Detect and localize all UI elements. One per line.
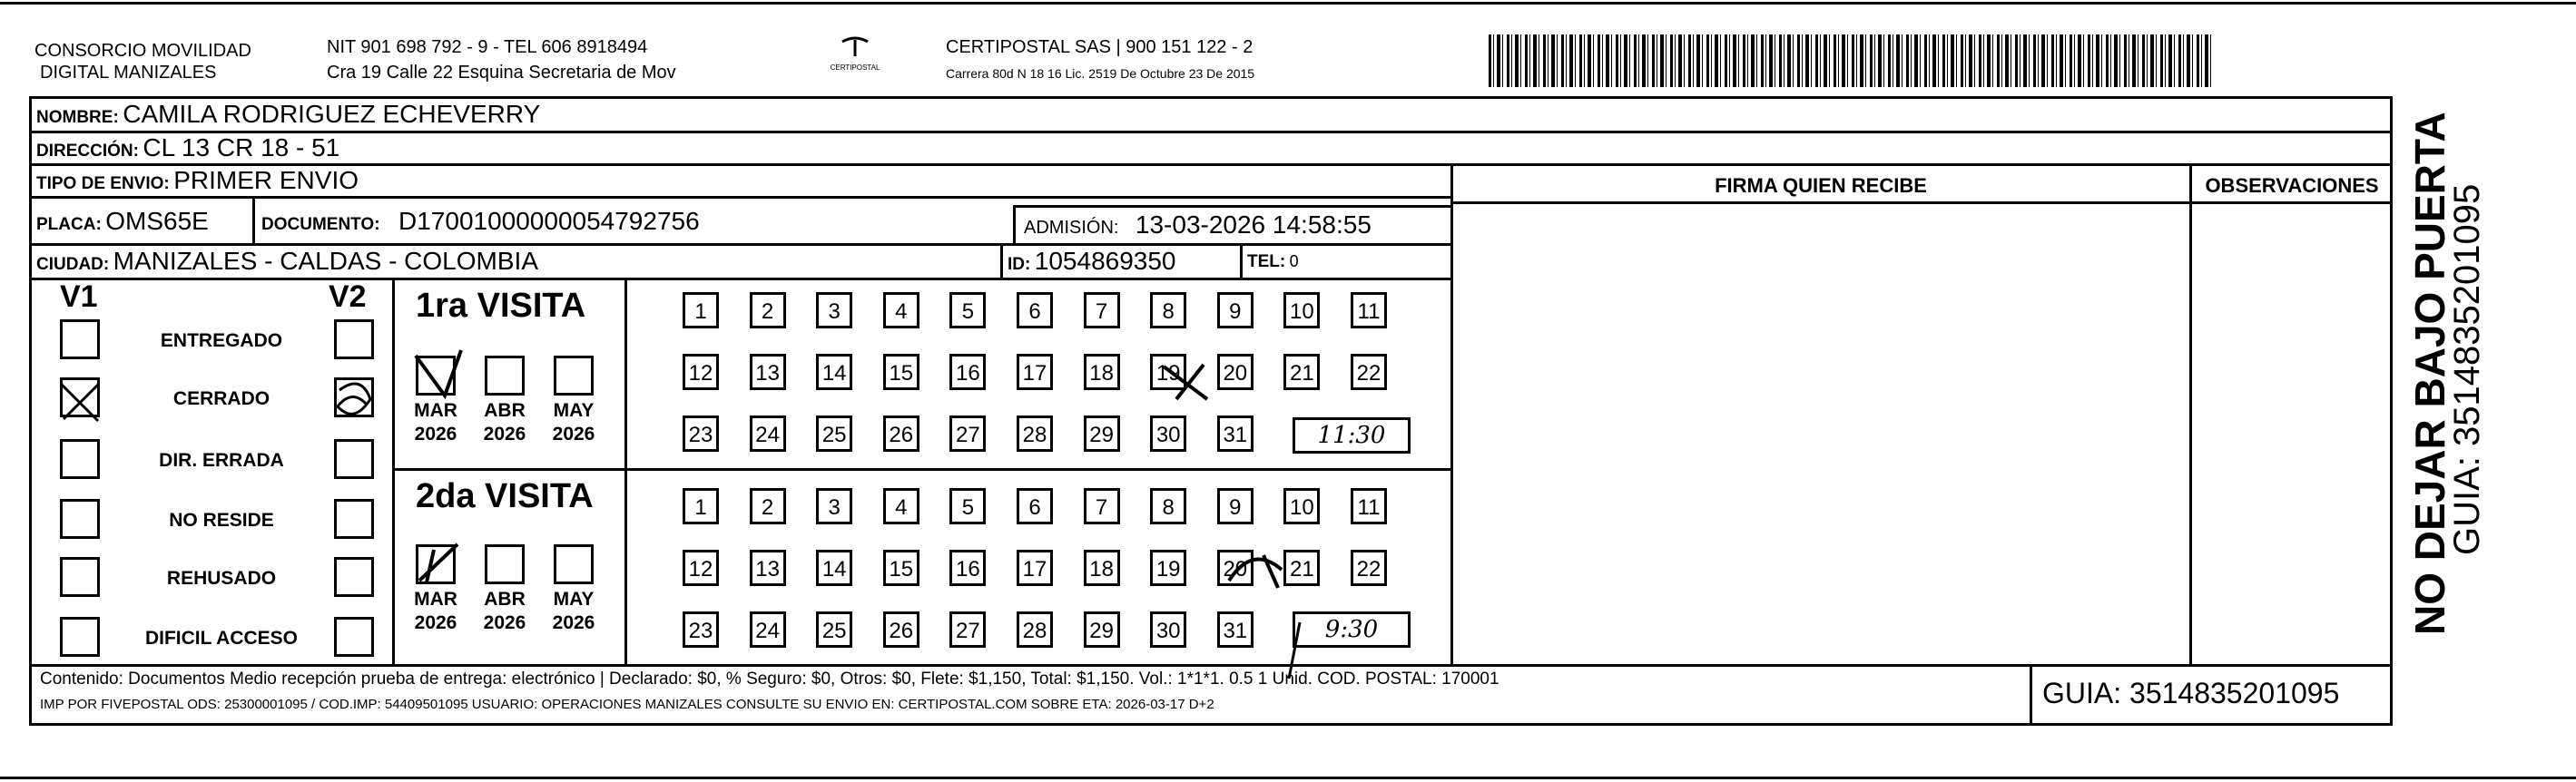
day-box[interactable]: 2 xyxy=(750,488,786,524)
admision-value: 13-03-2026 14:58:55 xyxy=(1135,210,1372,239)
carrier-info: CERTIPOSTAL SAS | 900 151 122 - 2 xyxy=(946,37,1254,57)
day-box[interactable]: 27 xyxy=(949,415,986,452)
handwritten-time-1: 11:30 xyxy=(1293,417,1411,454)
day-box[interactable]: 16 xyxy=(949,354,986,390)
day-box[interactable]: 18 xyxy=(1084,550,1120,586)
company-nit: NIT 901 698 792 - 9 - TEL 606 8918494 xyxy=(327,37,648,57)
day-box[interactable]: 18 xyxy=(1084,354,1120,390)
day-box[interactable]: 12 xyxy=(683,354,719,390)
month-year: 2026 xyxy=(483,612,526,633)
handwritten-time-2: 9:30 xyxy=(1293,611,1411,648)
nombre-value: CAMILA RODRIGUEZ ECHEVERRY xyxy=(123,100,541,128)
signature-label: FIRMA QUIEN RECIBE xyxy=(1715,174,1927,197)
tipo-envio-value: PRIMER ENVIO xyxy=(173,166,359,194)
day-box[interactable]: 9 xyxy=(1217,292,1254,328)
day-box[interactable]: 27 xyxy=(949,611,986,648)
documento-value: D17001000000054792756 xyxy=(398,207,700,235)
day-box[interactable]: 16 xyxy=(949,550,986,586)
day-box[interactable]: 25 xyxy=(816,611,852,648)
month-year: 2026 xyxy=(414,612,457,633)
admision-label: ADMISIÓN: xyxy=(1024,218,1119,238)
first-visit-label: 1ra VISITA xyxy=(416,287,586,325)
ciudad-label: CIUDAD: xyxy=(36,255,110,274)
v1-label: V1 xyxy=(60,279,98,314)
day-box[interactable]: 22 xyxy=(1351,354,1387,390)
day-box[interactable]: 20 xyxy=(1217,550,1254,586)
day-box[interactable]: 31 xyxy=(1217,611,1254,648)
month-year: 2026 xyxy=(552,424,595,445)
status-label: DIFICIL ACCESO xyxy=(144,628,298,649)
month-year: 2026 xyxy=(552,612,595,633)
day-box[interactable]: 3 xyxy=(816,292,852,328)
day-box[interactable]: 24 xyxy=(750,415,786,452)
observations-label: OBSERVACIONES xyxy=(2205,174,2379,197)
day-box[interactable]: 13 xyxy=(750,550,786,586)
direccion-value: CL 13 CR 18 - 51 xyxy=(143,133,340,161)
month-label: MAY xyxy=(553,400,595,421)
status-label: NO RESIDE xyxy=(169,510,274,531)
day-box[interactable]: 12 xyxy=(683,550,719,586)
day-box[interactable]: 23 xyxy=(683,611,719,648)
guia-divider xyxy=(2030,664,2032,726)
tipo-envio-label: TIPO DE ENVIO: xyxy=(36,174,170,193)
day-box[interactable]: 17 xyxy=(1017,550,1053,586)
day-box[interactable]: 10 xyxy=(1283,292,1320,328)
month-label: ABR xyxy=(484,589,526,610)
month-label: MAY xyxy=(553,589,595,610)
day-box[interactable]: 30 xyxy=(1150,611,1186,648)
second-visit-label: 2da VISITA xyxy=(416,477,594,515)
day-box[interactable]: 14 xyxy=(816,354,852,390)
day-20-mark xyxy=(1229,555,1282,588)
day-box[interactable]: 17 xyxy=(1017,354,1053,390)
day-box[interactable]: 28 xyxy=(1017,415,1053,452)
ciudad-value: MANIZALES - CALDAS - COLOMBIA xyxy=(113,247,538,275)
day-box[interactable]: 11 xyxy=(1351,292,1387,328)
guia-number: GUIA: 3514835201095 xyxy=(2042,677,2340,709)
first-visit-month-mark xyxy=(416,350,461,396)
day-box[interactable]: 23 xyxy=(683,415,719,452)
direccion-label: DIRECCIÓN: xyxy=(36,142,139,161)
day-box[interactable]: 2 xyxy=(750,292,786,328)
content-line: Contenido: Documentos Medio recepción prueba de entrega: electrónico | Declarado: $0, % Seguro: $0, Otros: $0, Flete: $1,150, Total: $1,150. Vol.: 1*1*1. 0.5 1 Unid. COD. POSTAL: 170001 xyxy=(40,670,1499,689)
day-box[interactable]: 30 xyxy=(1150,415,1186,452)
day-box[interactable]: 6 xyxy=(1017,292,1053,328)
day-box[interactable]: 1 xyxy=(683,292,719,328)
second-visit-month-mark xyxy=(419,544,457,582)
day-box[interactable]: 4 xyxy=(883,488,919,524)
no-dejar-bajo-puerta: NO DEJAR BAJO PUERTA xyxy=(2406,112,2453,635)
day-box[interactable]: 14 xyxy=(816,550,852,586)
day-box[interactable]: 29 xyxy=(1084,611,1120,648)
v2-cerrado-mark xyxy=(338,384,370,414)
day-box[interactable]: 21 xyxy=(1283,354,1320,390)
day-box[interactable]: 1 xyxy=(683,488,719,524)
status-label: DIR. ERRADA xyxy=(159,450,284,471)
day-box[interactable]: 6 xyxy=(1017,488,1053,524)
placa-value: OMS65E xyxy=(105,207,209,235)
month-label: ABR xyxy=(484,400,526,421)
imp-line: IMP POR FIVEPOSTAL ODS: 25300001095 / COD.IMP: 54409501095 USUARIO: OPERACIONES MANIZALES CONSULTE SU ENVIO EN: CERTIPOSTAL.COM SOBRE ETA: 2026-03-17 D+2 xyxy=(40,697,1214,712)
company-name-line2: DIGITAL MANIZALES xyxy=(40,63,217,83)
company-address: Cra 19 Calle 22 Esquina Secretaria de Mov xyxy=(327,63,676,83)
day-box[interactable]: 26 xyxy=(883,415,919,452)
day-box[interactable]: 13 xyxy=(750,354,786,390)
day-box[interactable]: 19 xyxy=(1150,354,1186,390)
day-box[interactable]: 5 xyxy=(949,292,986,328)
day-box[interactable]: 11 xyxy=(1351,488,1387,524)
day-box[interactable]: 4 xyxy=(883,292,919,328)
day-box[interactable]: 3 xyxy=(816,488,852,524)
day-box[interactable]: 10 xyxy=(1283,488,1320,524)
id-label: ID: xyxy=(1008,255,1031,274)
status-label: REHUSADO xyxy=(166,568,277,589)
day-box[interactable]: 22 xyxy=(1351,550,1387,586)
month-label: MAR xyxy=(414,400,457,421)
month-year: 2026 xyxy=(483,424,526,445)
day-box[interactable]: 8 xyxy=(1150,488,1186,524)
status-label: CERRADO xyxy=(172,388,270,409)
v2-label: V2 xyxy=(329,279,367,314)
day-box[interactable]: 15 xyxy=(883,550,919,586)
v1-cerrado-mark xyxy=(62,385,98,421)
day-box[interactable]: 20 xyxy=(1217,354,1254,390)
logo-text: CERTIPOSTAL xyxy=(830,64,880,72)
day-box[interactable]: 5 xyxy=(949,488,986,524)
month-label: MAR xyxy=(414,589,457,610)
day-box[interactable]: 7 xyxy=(1084,488,1120,524)
nombre-label: NOMBRE: xyxy=(36,108,119,127)
tel-label: TEL: xyxy=(1247,252,1286,271)
day-box[interactable]: 8 xyxy=(1150,292,1186,328)
month-year: 2026 xyxy=(414,424,457,445)
side-guia: GUIA: 3514835201095 xyxy=(2447,183,2487,555)
documento-label: DOCUMENTO: xyxy=(261,215,380,234)
day-19-mark xyxy=(1164,365,1207,399)
day-box[interactable]: 19 xyxy=(1150,550,1186,586)
day-box[interactable]: 7 xyxy=(1084,292,1120,328)
day-box[interactable]: 21 xyxy=(1283,550,1320,586)
id-value: 1054869350 xyxy=(1034,247,1176,275)
day-box[interactable]: 28 xyxy=(1017,611,1053,648)
day-box[interactable]: 24 xyxy=(750,611,786,648)
day-box[interactable]: 31 xyxy=(1217,415,1254,452)
tel-value: 0 xyxy=(1289,252,1299,270)
status-label: ENTREGADO xyxy=(160,330,283,351)
company-name-line1: CONSORCIO MOVILIDAD xyxy=(34,41,251,61)
day-box[interactable]: 9 xyxy=(1217,488,1254,524)
day-box[interactable]: 29 xyxy=(1084,415,1120,452)
day-box[interactable]: 25 xyxy=(816,415,852,452)
placa-label: PLACA: xyxy=(36,215,102,234)
day-box[interactable]: 15 xyxy=(883,354,919,390)
day-box[interactable]: 26 xyxy=(883,611,919,648)
carrier-address: Carrera 80d N 18 16 Lic. 2519 De Octubre 23 De 2015 xyxy=(946,66,1255,81)
